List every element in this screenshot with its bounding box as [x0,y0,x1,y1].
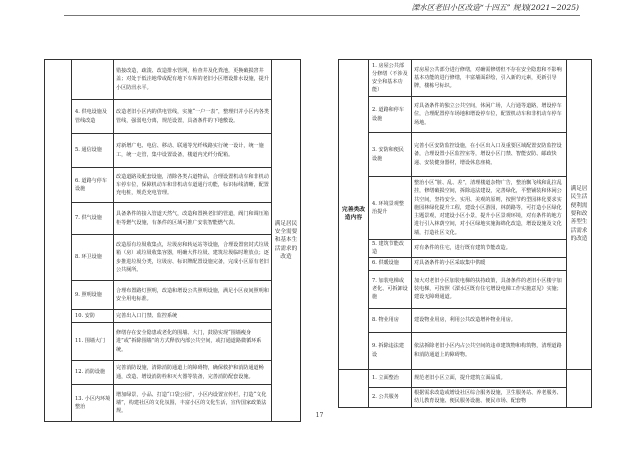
category-label: 完善类改造内容 [339,60,369,370]
row-content: 依法拆除老旧小区内占公共空间的违章建筑物和构筑物，清理道路和消防通道上的障碍物。 [412,332,567,369]
row-content: 对具备条件的独立公共空间，休闲广场，人行通等道路，增设停车位，合理配置停车场地和增设停车位，配置机动车和非机动车停车场地。 [412,97,567,133]
table-row [45,235,301,281]
row-content: 修缮存在安全隐患或老化的围墙、大门，鼓励实现“围墙瘦身进”或“拆除围墙”的方式释放内部公共空间，或打通道路微循环系统。 [114,323,272,361]
row-item-label: 12. 消防设施 [72,361,114,385]
row-item-label: 8. 物业用房 [369,308,412,332]
row-item-label: 4. 环境景观整治提升 [369,177,412,240]
table-row [45,203,301,235]
row-item-label [72,60,114,100]
row-content: 对新增广电、电信、移动、联通等光纤线路实行统一设计，统一施工，统一走管，集中设置设备，楼道内光纤分配箱。 [114,134,272,168]
table-row [339,177,592,240]
left-blank-column [45,60,72,422]
row-content: 完善消防设施，清除消防通道上的障碍物，确保救护和消防通道畅通，改造、增设消防栓和灭火器等装备，完善消防配套设施。 [114,361,272,385]
row-content: 完善小区安防监控设施，在小区出入口及重要区域配置安防监控设备，合理设置小区监控室等，增设小区门禁、智能安防、邮政快递、安装健身器材，增设休息座椅。 [412,133,567,177]
row-item-label: 13. 小区内环境整治 [72,385,114,422]
row-content: 对有条件的住宅，进行既有建筑节能改造。 [412,240,567,258]
row-item-label: 2. 道路和停车设施 [369,97,412,133]
row-content: 根据需求改造或增设社区综合服务设施，卫生服务站、养老服务、幼儿教育设施、便民服务设施、便民市场、配套物 [412,387,567,407]
header-rule [64,15,580,16]
table-row [339,270,592,308]
row-content: 对具备条件的小区采取集中供暖 [412,257,567,270]
table-row [45,168,301,203]
row-item-label: 4. 供电设施及管线改造 [72,100,114,134]
left-side-category: 满足居民安全需要和基本生活需求的改造 [272,60,301,422]
row-content: 合理布置路灯照明，改造和增设公共照明设施，满足小区夜间照明和安全用电标准。 [114,281,272,310]
table-row [45,60,301,100]
table-row [45,100,301,134]
table-row [339,308,592,332]
table-row [339,133,592,177]
row-content: 改造道路及配套设施，清除各类占道物品，合理设置机动车和非机动车停车位，保障机动车和非机动车道通行功能，标识标线清晰，配置充电桩，规范充电管理。 [114,168,272,203]
row-item-label: 6. 供暖设施 [369,257,412,270]
row-item-label: 2. 公共服务 [369,387,412,407]
row-item-label: 8. 环卫设施 [72,235,114,281]
row-content: 规范老旧小区立面，提升建筑立面品质。 [412,369,567,387]
row-content: 改造老旧小区内的供电管线，实施“一户一表”，整理归并小区内各类管线，强弱电分离，规范设置，具备条件的下地敷设。 [114,100,272,134]
page-number: 17 [315,412,324,419]
row-content: 具备条件的接入管道天然气，改造和置换老旧的管道，阀门和调压箱柜等燃气设施，有条件的区域可推广安装智能燃气表。 [114,203,272,235]
table-row [45,281,301,310]
right-table [338,59,592,408]
left-table [44,59,301,422]
table-row [339,332,592,369]
row-content: 改造原有垃圾收集点，垃圾房和转运站等设施，合理设置密封式垃圾箱（房）或垃圾收集容器，明确大件垃圾、建筑垃圾临时堆放点；逐步推进垃圾分类，垃圾房、标识牌配置设施完备，完成小区原有老旧公共厕所。 [114,235,272,281]
table-row [339,240,592,258]
table-row [45,323,301,361]
row-content: 完善出入口门禁、监控系统 [114,310,272,323]
row-content: 建设物业用房，利用公共改造增补物业用房。 [412,308,567,332]
running-header-title: 溧水区老旧小区改造“十四五” 规划(2021~2025) [411,3,579,12]
row-item-label: 3. 安防和便民设施 [369,133,412,177]
table-row [45,310,301,323]
table-row [339,369,592,387]
row-item-label: 1. 房屋公共部分修缮（不涉及安全和基本功能） [369,60,412,97]
table-row [339,257,592,270]
row-content: 对房屋公共部分进行修缮，对确需修缮但不存在安全隐患和不影响基本功能的进行修缮，丰富墙面彩绘，引入新的元素，更新引导牌，楼栋号标识。 [412,60,567,97]
row-item-label: 5. 通信设施 [72,134,114,168]
row-item-label: 9. 拆除违法建设 [369,332,412,369]
row-item-label: 9. 照明设施 [72,281,114,310]
row-item-label: 11. 围墙大门 [72,323,114,361]
right-side-category: 满足居民生活便利需要和改善型生活需求的改造 [567,60,592,370]
row-item-label: 1. 立面整治 [369,369,412,387]
table-row [45,361,301,385]
row-item-label: 10. 安防 [72,310,114,323]
row-content: 加大对老旧小区加装电梯的扶持政策，具备条件的老旧小区楼宇加装电梯，可按照《溧水区既有住宅增设电梯工作实施意见》实施；建设无障碍通道。 [412,270,567,308]
bottom-blank-cell [339,369,369,407]
row-item-label: 6. 道路与停车设施 [72,168,114,203]
table-row [339,387,592,407]
bottom-blank-side-cell [567,369,592,407]
row-content: 增加绿景，小品、打造“口袋公园”，小区内设置宣传栏，打造“文化墙”，构建社区的文化氛围，丰富小区的文化生活，宣传国家政策法规。 [114,385,272,422]
table-row [339,60,592,97]
table-row [45,134,301,168]
row-item-label: 7. 加装电梯或老化、可拆卸设施 [369,270,412,308]
row-content: 整治小区“脏、乱、差”，清理楼道杂物广告，整治飘飞线和乱拉乱挂，修缮破损空间，拆除违法建设，完善绿化，平整铺装和休闲公共空间，坚持安全、实用、美观的原则，按照节约型园林化要求实施园林绿化提升工程，建设小区游园，林荫路等，可打造小区绿化主题景观，对建设小区小景，提升小区景观环境，对有条件的地方进行引入林荫空间，对小区绿地实施海绵化改造，增设设施及文化墙，打造社区文化。 [412,177,567,240]
table-row [339,97,592,133]
row-item-label: 5. 建筑节能改造 [369,240,412,258]
row-item-label: 7. 供气设施 [72,203,114,235]
row-content: 错接改造，疏浚、改造排水管网，检查井及化粪池，更换破损窨井盖；对处于低洼地带或配有地下车库的老旧小区增设排水设施，提升小区防汛水平。 [114,60,272,100]
